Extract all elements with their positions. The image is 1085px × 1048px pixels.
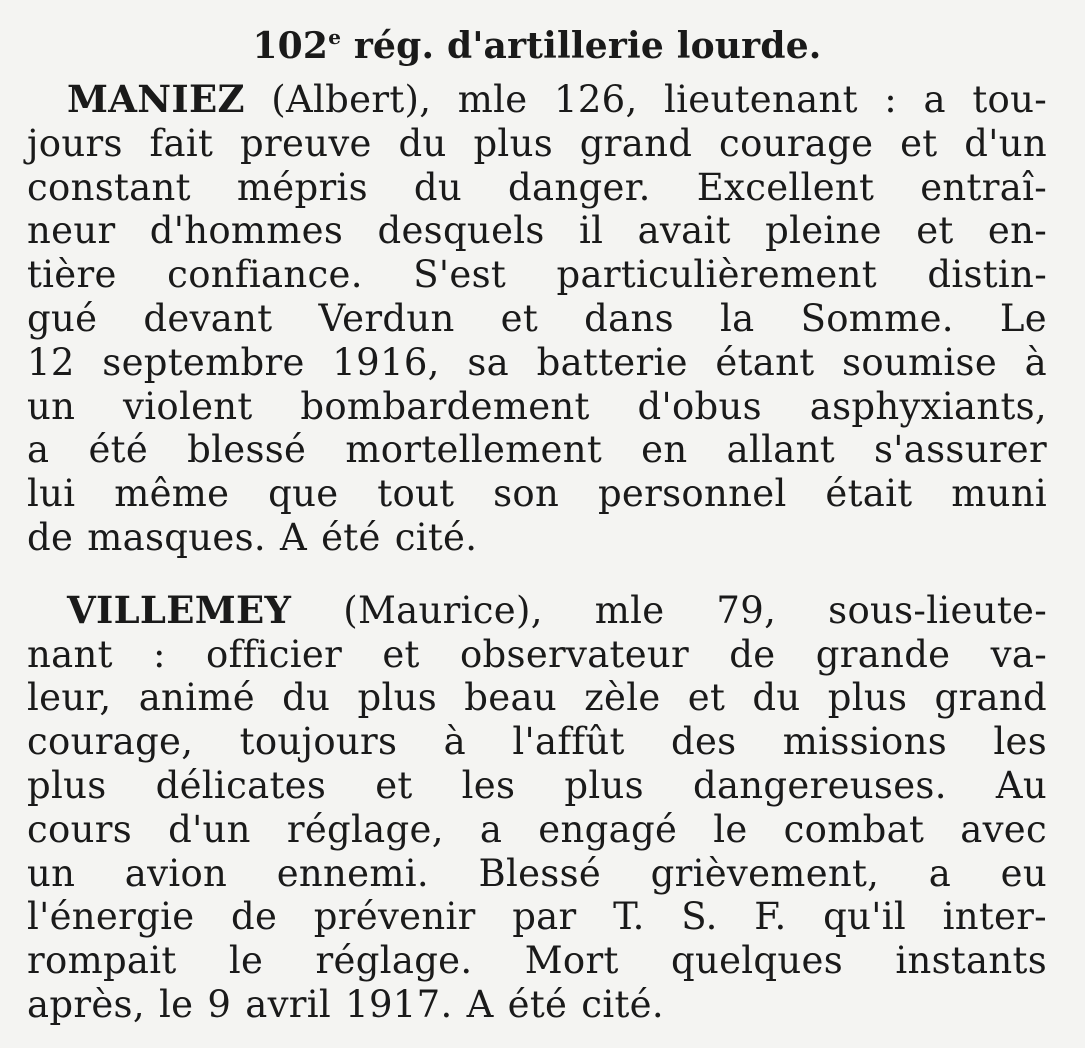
citation-line: 12 septembre 1916, sa batterie étant soumise à <box>27 340 1047 384</box>
heading-text: rég. d'artillerie lourde. <box>341 25 822 67</box>
citation-line: constant mépris du danger. Excellent entraî- <box>27 165 1047 209</box>
regiment-heading <box>27 26 1047 66</box>
citation-line: nant : officier et observateur de grande va- <box>27 632 1047 676</box>
citation-line: après, le 9 avril 1917. A été cité. <box>27 982 664 1026</box>
citation-line: leur, animé du plus beau zèle et du plus grand <box>27 676 1047 720</box>
citation-line: de masques. A été cité. <box>27 515 478 559</box>
citation-surname: VILLEMEY <box>67 587 292 632</box>
citation-line: MANIEZ (Albert), mle 126, lieutenant : a tou- <box>67 77 1047 121</box>
citation-line: un avion ennemi. Blessé grièvement, a eu <box>27 851 1047 895</box>
citation-line: cours d'un réglage, a engagé le combat avec <box>27 807 1047 851</box>
citation-line: rompait le réglage. Mort quelques instants <box>27 939 1047 983</box>
citation-line: tière confiance. S'est particulièrement distin- <box>27 253 1047 297</box>
citation-line: l'énergie de prévenir par T. S. F. qu'il inter- <box>27 895 1047 939</box>
citation-line: a été blessé mortellement en allant s'assurer <box>27 428 1047 472</box>
heading-ordinal-suffix: e <box>328 25 342 49</box>
citation-line: gué devant Verdun et dans la Somme. Le <box>27 296 1047 340</box>
citation-line: lui même que tout son personnel était muni <box>27 472 1047 516</box>
citation-line: jours fait preuve du plus grand courage et d'un <box>27 121 1047 165</box>
citation-surname: MANIEZ <box>67 77 245 121</box>
citation-line: courage, toujours à l'affût des missions les <box>27 720 1047 764</box>
citation-line: plus délicates et les plus dangereuses. Au <box>27 763 1047 807</box>
citation-entry-maniez <box>27 78 1047 560</box>
heading-number: 102 <box>252 25 329 67</box>
citation-line: neur d'hommes desquels il avait pleine et en- <box>27 209 1047 253</box>
citation-line: un violent bombardement d'obus asphyxiants, <box>27 384 1047 428</box>
citation-entry-villemey <box>27 589 1047 1027</box>
citation-line: VILLEMEY (Maurice), mle 79, sous-lieute- <box>67 587 1047 632</box>
